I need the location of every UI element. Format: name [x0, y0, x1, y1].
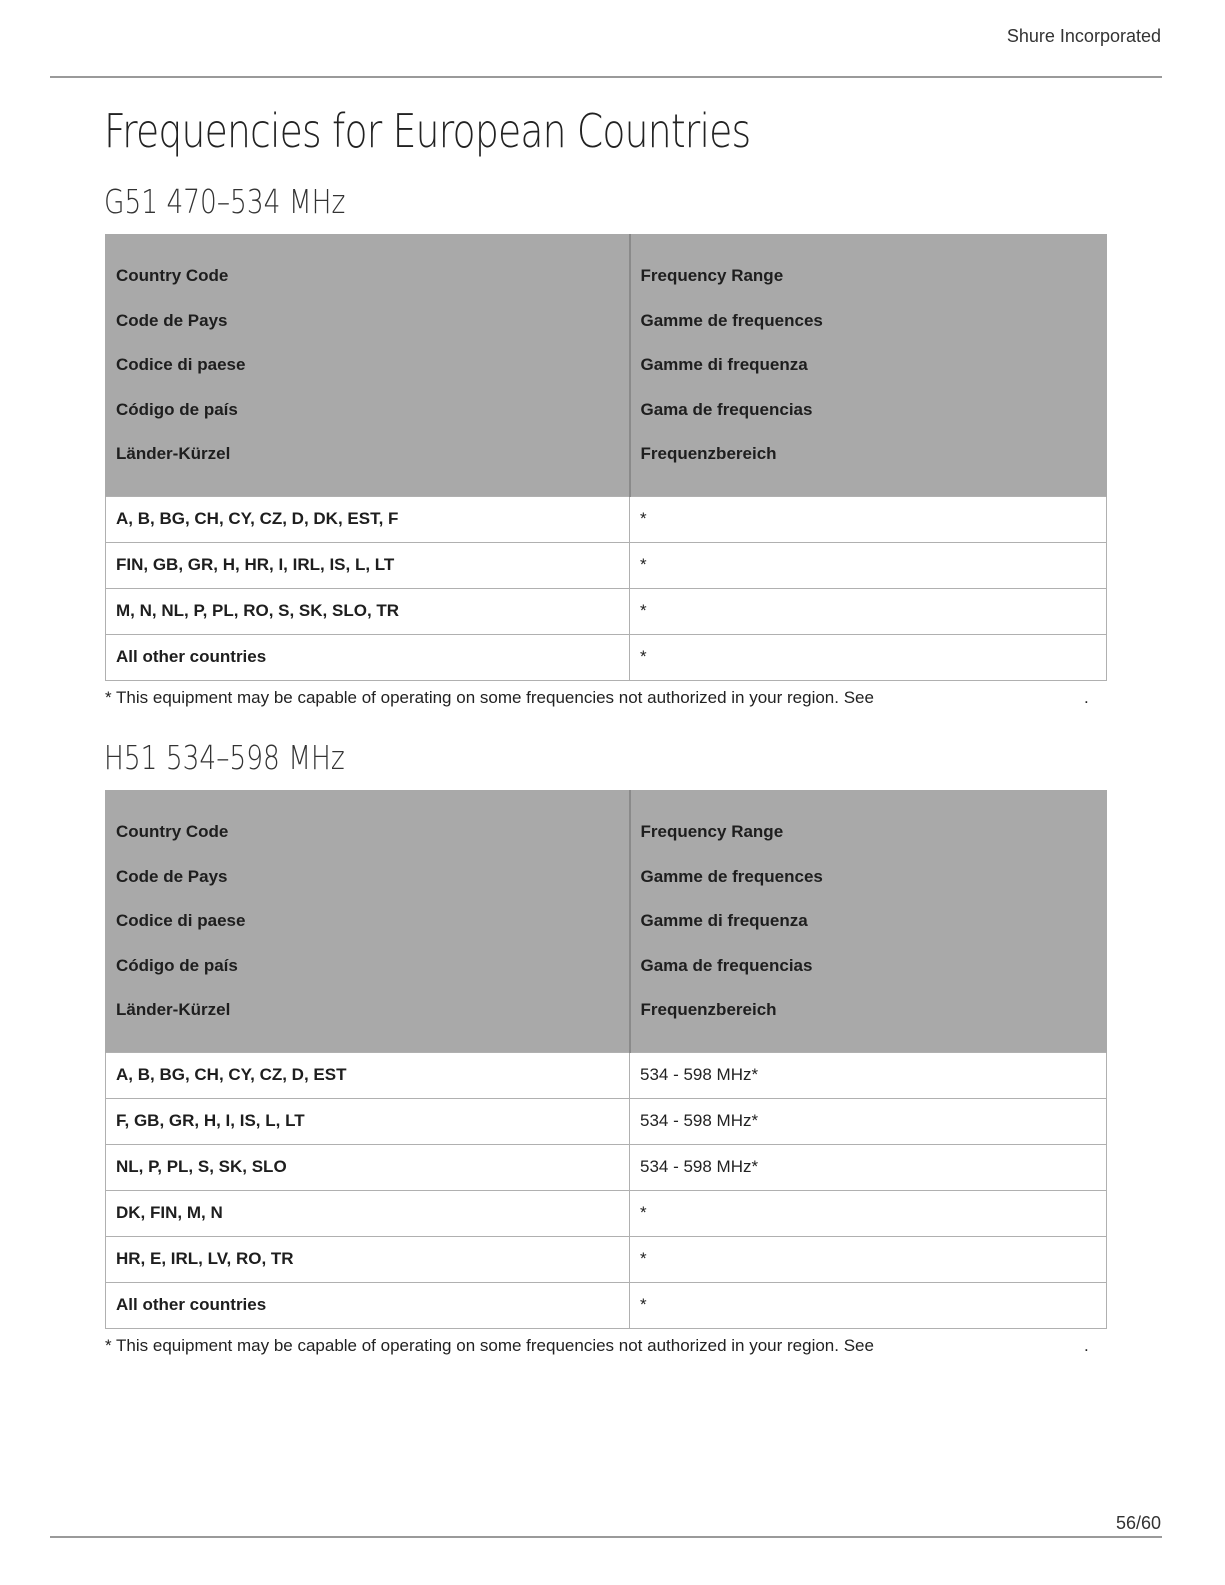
header-label: Code de Pays [116, 310, 228, 330]
header-label: Country Code [116, 822, 229, 841]
table-row [106, 1052, 1107, 1098]
table-row [106, 1282, 1107, 1328]
country-codes-cell: DK, FIN, M, N [106, 1190, 630, 1236]
country-codes-cell: A, B, BG, CH, CY, CZ, D, DK, EST, F [106, 496, 630, 542]
page-number: 56/60 [1115, 1513, 1161, 1533]
country-codes-cell: All other countries [106, 1282, 630, 1328]
country-codes-cell: FIN, GB, GR, H, HR, I, IRL, IS, L, LT [106, 542, 630, 588]
footnote-end-g51: . [1084, 688, 1089, 707]
frequency-range-cell: * [630, 1190, 1107, 1236]
country-codes-cell: HR, E, IRL, LV, RO, TR [106, 1236, 630, 1282]
frequency-range-cell: * [630, 1282, 1107, 1328]
footnote-h51: * This equipment may be capable of operating on some frequencies not authorized in your region. See [105, 1336, 874, 1355]
header-label: Gama de frequencias [640, 955, 813, 975]
country-codes-cell: NL, P, PL, S, SK, SLO [106, 1144, 630, 1190]
country-codes-cell: M, N, NL, P, PL, RO, S, SK, SLO, TR [106, 588, 630, 634]
country-code-header [106, 790, 630, 1052]
header-label: Länder-Kürzel [116, 1000, 231, 1019]
table-row [106, 1144, 1107, 1190]
frequency-range-cell: * [630, 1236, 1107, 1282]
frequency-range-cell: * [630, 588, 1107, 634]
country-codes-cell: F, GB, GR, H, I, IS, L, LT [106, 1098, 630, 1144]
table-row [106, 1236, 1107, 1282]
header-label: Country Code [116, 266, 229, 285]
frequency-range-cell: * [630, 496, 1107, 542]
header-label: Gamme di frequenza [640, 911, 808, 930]
frequency-range-cell: 534 - 598 MHz* [630, 1052, 1107, 1098]
header-label: Codice di paese [116, 355, 246, 374]
country-code-header [106, 234, 630, 496]
footnote-end-h51: . [1084, 1336, 1089, 1355]
header-divider [50, 76, 1162, 78]
table-row [106, 634, 1107, 680]
header-label: Gamme de frequences [640, 310, 823, 330]
footer-divider [50, 1536, 1162, 1538]
frequency-range-header [630, 790, 1107, 1052]
header-label: Länder-Kürzel [116, 444, 231, 463]
frequency-range-cell: 534 - 598 MHz* [630, 1098, 1107, 1144]
header-label: Gamme di frequenza [640, 355, 808, 374]
country-codes-cell: A, B, BG, CH, CY, CZ, D, EST [106, 1052, 630, 1098]
header-label: Gamme de frequences [640, 866, 823, 886]
table-header-row [106, 234, 1107, 496]
header-label: Code de Pays [116, 866, 228, 886]
frequency-table-g51 [105, 234, 1107, 681]
frequency-range-cell: 534 - 598 MHz* [630, 1144, 1107, 1190]
header-label: Gama de frequencias [640, 399, 813, 419]
table-row [106, 1098, 1107, 1144]
section-title-h51: H51 534–598 MHz [104, 738, 345, 777]
header-label: Frequency Range [640, 266, 784, 285]
country-codes-cell: All other countries [106, 634, 630, 680]
header-label: Frequency Range [640, 822, 784, 841]
header-label: Código de país [116, 955, 238, 975]
header-label: Frequenzbereich [640, 1000, 777, 1019]
frequency-table-h51 [105, 790, 1107, 1329]
footnote-g51: * This equipment may be capable of operating on some frequencies not authorized in your region. See [105, 688, 874, 707]
header-label: Frequenzbereich [640, 444, 777, 463]
frequency-range-header [630, 234, 1107, 496]
table-row [106, 588, 1107, 634]
table-row [106, 1190, 1107, 1236]
table-row [106, 542, 1107, 588]
frequency-range-cell: * [630, 634, 1107, 680]
page-title: Frequencies for European Countries [104, 104, 751, 158]
header-label: Código de país [116, 399, 238, 419]
header-label: Codice di paese [116, 911, 246, 930]
header-company-name: Shure Incorporated [1006, 26, 1161, 46]
table-row [106, 496, 1107, 542]
section-title-g51: G51 470–534 MHz [104, 182, 346, 221]
table-header-row [106, 790, 1107, 1052]
frequency-range-cell: * [630, 542, 1107, 588]
